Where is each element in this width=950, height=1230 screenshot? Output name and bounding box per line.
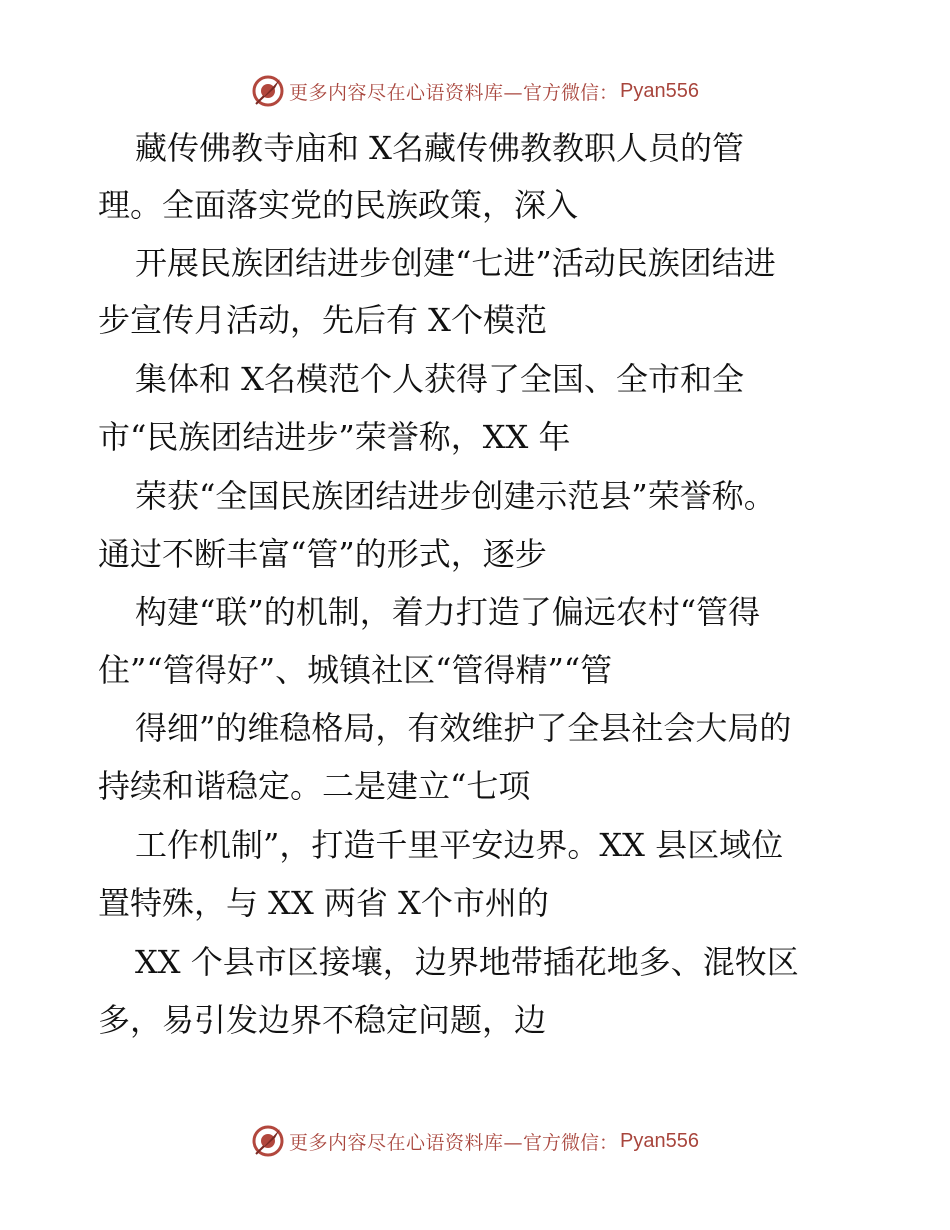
text-line: 工作机制”，打造千里平安边界。XX 县区域位 [135,826,784,864]
watermark-wechat-label: 官方微信： [523,1131,619,1154]
text-line: 住”“管得好”、城镇社区“管得精”“管 [98,651,613,689]
quill-logo-icon [251,74,285,108]
text-line: 荣获“全国民族团结进步创建示范县”荣誉称。 [135,477,776,515]
text-line: 理。全面落实党的民族政策，深入 [98,186,579,224]
text-line: 通过不断丰富“管”的形式，逐步 [98,535,547,573]
watermark-wechat-id: Pyan556 [620,1129,699,1152]
watermark-wechat-label: 官方微信： [523,81,619,104]
text-line: 得细”的维稳格局，有效维护了全县社会大局的 [135,709,792,747]
text-line: 持续和谐稳定。二是建立“七项 [98,767,531,805]
text-line: 开展民族团结进步创建“七进”活动民族团结进 [135,244,776,282]
text-line: 藏传佛教寺庙和 X名藏传佛教教职人员的管 [135,129,744,167]
watermark-text: 更多内容尽在心语资料库— [289,1131,524,1154]
text-line: 置特殊，与 XX 两省 X个市州的 [98,884,549,922]
quill-logo-icon [251,1124,285,1158]
text-line: 构建“联”的机制，着力打造了偏远农村“管得 [135,593,761,631]
text-line: 市“民族团结进步”荣誉称，XX 年 [98,418,571,456]
watermark-wechat-id: Pyan556 [620,79,699,102]
text-line: 步宣传月活动，先后有 X个模范 [98,301,547,339]
watermark-text: 更多内容尽在心语资料库— [289,81,524,104]
text-line: XX 个县市区接壤，边界地带插花地多、混牧区 [135,943,799,981]
text-line: 集体和 X名模范个人获得了全国、全市和全 [135,360,744,398]
header-watermark [0,71,950,111]
footer-watermark [0,1121,950,1161]
text-line: 多，易引发边界不稳定问题，边 [98,1001,547,1039]
